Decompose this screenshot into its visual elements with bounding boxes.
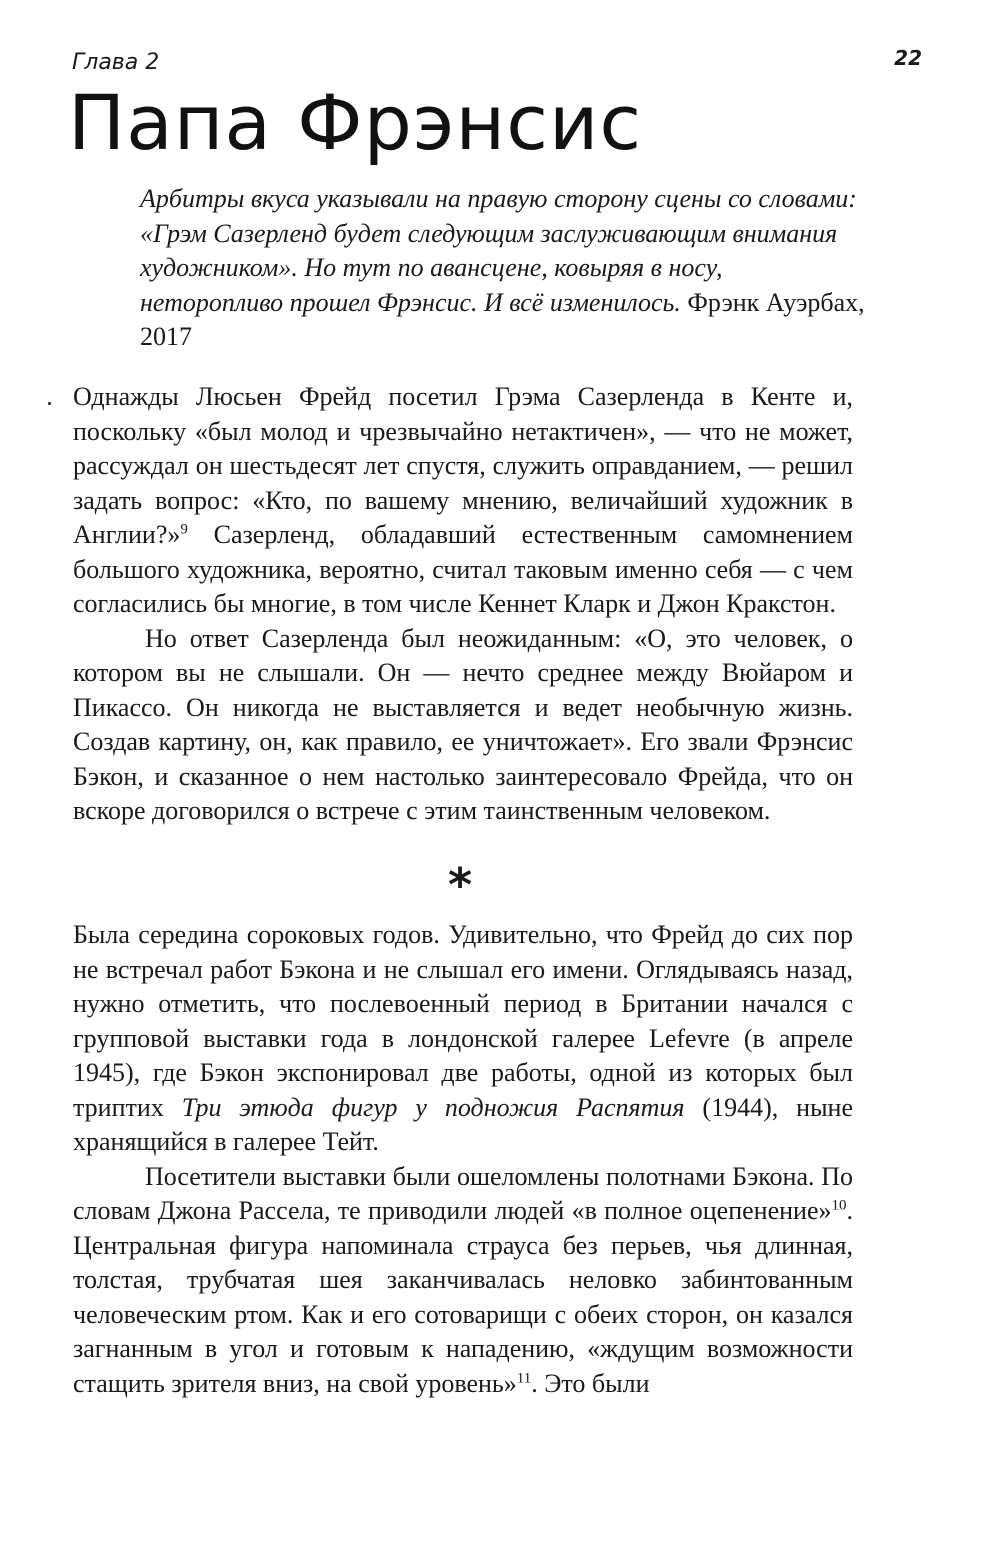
scan-speck <box>48 402 51 405</box>
paragraph <box>73 1160 853 1402</box>
paragraph-text: (1944), ныне хранящийся в галерее Тейт. <box>73 1092 853 1156</box>
paragraph-text: Сазерленд, обладавший естественным самомнением большого художника, вероятно, считал таковым именно себя — с чем согласились бы многие, в том числе Кеннет Кларк и Джон Кракстон. <box>73 520 853 618</box>
section-divider: * <box>447 858 473 912</box>
paragraph-text: . Это были <box>531 1368 650 1398</box>
paragraph <box>73 918 853 1160</box>
footnote-ref: 9 <box>180 521 188 538</box>
epigraph-author: Фрэнк Ауэрбах, 2017 <box>140 287 865 351</box>
paragraph-text: Была середина сороковых годов. Удивительно, что Фрейд до сих пор не встречал работ Бэкона и не слышал его имени. Оглядываясь назад, нужно отметить, что послевоенный период в Британии начался с групповой выставки года в лондонской галерее Lefevre (в апреле 1945), где Бэкон экспонировал две работы, одной из которых был триптих <box>73 920 853 1122</box>
paragraph <box>73 380 853 622</box>
chapter-label: Глава 2 <box>72 50 160 75</box>
footnote-ref: 10 <box>831 1197 847 1214</box>
paragraph-text: Но ответ Сазерленда был неожиданным: «О, это человек, о котором вы не слышали. Он — нечто среднее между Вюйаром и Пикассо. Он никогда не выставляется и ведет необычную жизнь. Создав картину, он, как правило, ее уничтожает». Его звали Фрэнсис Бэкон, и сказанное о нем настолько заинтересовало Фрейда, что он вскоре договорился о встрече с этим таинственным человеком. <box>73 623 853 825</box>
chapter-title: Папа Фрэнсис <box>68 78 643 167</box>
epigraph-quote: Арбитры вкуса указывали на правую сторону сцены со словами: «Грэм Сазерленд будет следующим заслуживающим внимания художником». Но тут по авансцене, ковыряя в носу, неторопливо прошел Фрэнсис. И всё изменилось. <box>140 184 857 317</box>
body-section-2 <box>73 918 853 1401</box>
artwork-title: Три этюда фигур у подножия Распятия <box>181 1092 685 1122</box>
body-section-1 <box>73 380 853 829</box>
paragraph-text: Посетители выставки были ошеломлены полотнами Бэкона. По словам Джона Рассела, те приводили людей «в полное оцепенение» <box>73 1161 853 1225</box>
epigraph <box>140 182 870 355</box>
paragraph <box>73 622 853 829</box>
page-number: 22 <box>894 46 922 70</box>
paragraph-text: Однажды Люсьен Фрейд посетил Грэма Сазерленда в Кенте и, поскольку «был молод и чрезвычайно нетактичен», — что не может, рассуждал он шестьдесят лет спустя, служить оправданием, — решил задать вопрос: «Кто, по вашему мнению, величайший художник в Англии?» <box>73 382 853 549</box>
paragraph-text: . Центральная фигура напоминала страуса без перьев, чья длинная, толстая, трубчатая шея заканчивалась неловко забинтованным человеческим ртом. Как и его сотоварищи с обеих сторон, он казался загнанным в угол и готовым к нападению, «ждущим возможности стащить зрителя вниз, на свой уровень» <box>73 1196 853 1398</box>
footnote-ref: 11 <box>516 1369 532 1386</box>
